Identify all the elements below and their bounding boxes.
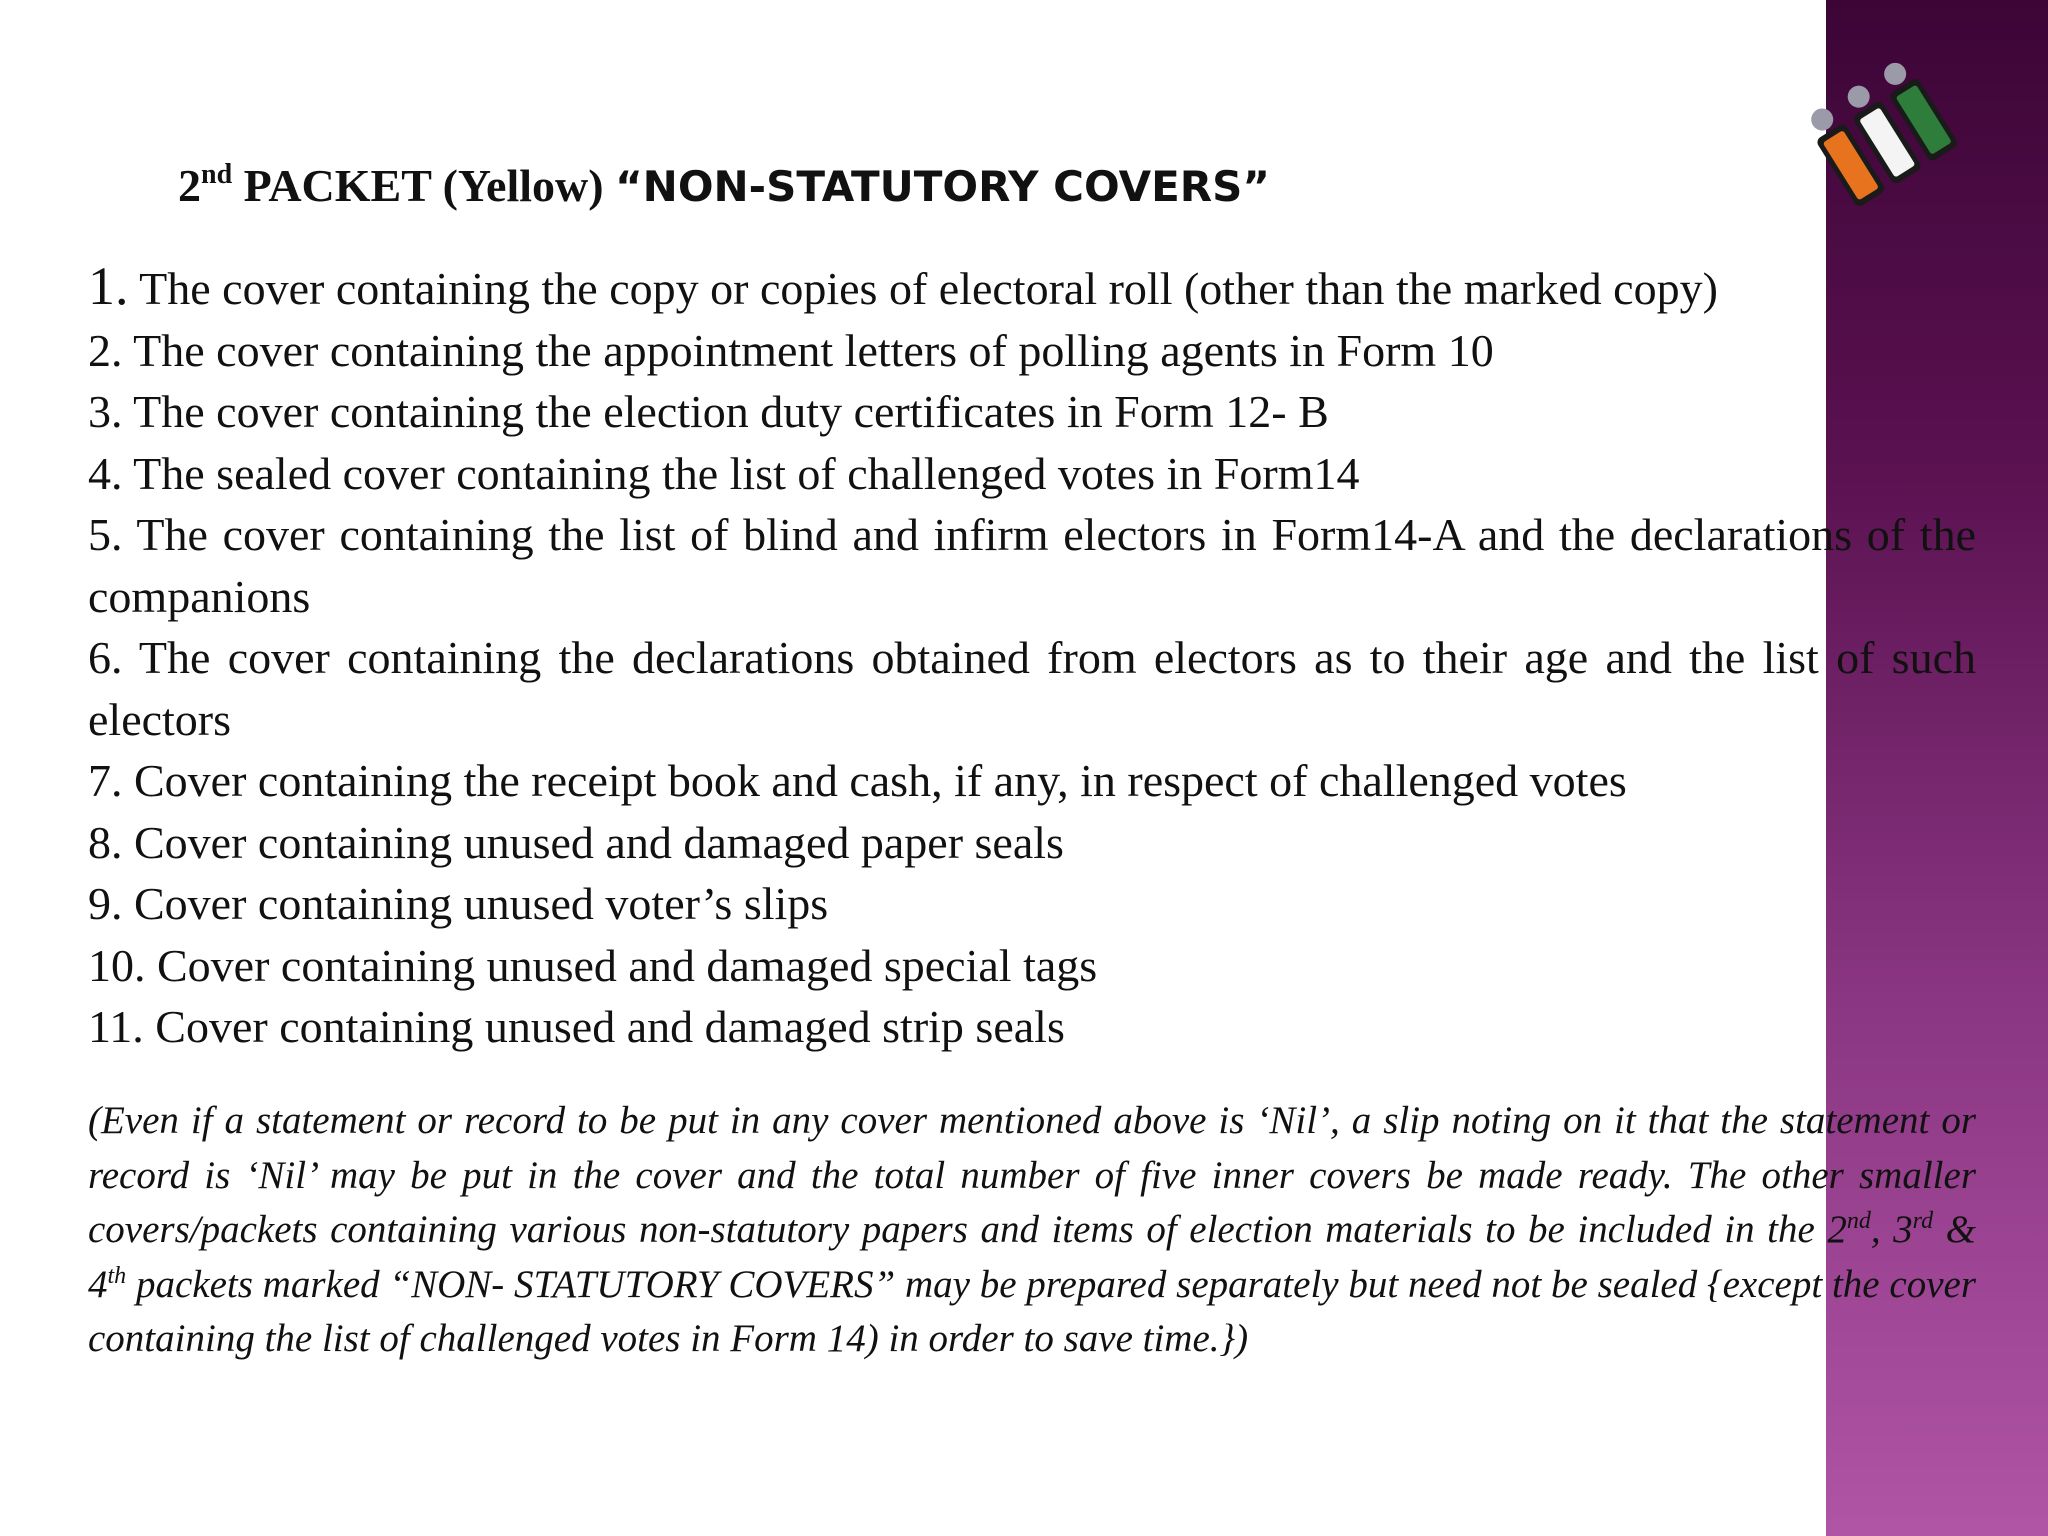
list-item <box>88 381 1976 443</box>
item-number: 5. <box>88 509 123 560</box>
item-text: Cover containing unused and damaged paper seals <box>122 816 1064 868</box>
list-item <box>88 320 1976 382</box>
list-item <box>88 750 1976 812</box>
item-text: The cover containing the declarations obtained from electors as to their age and the list of such electors <box>88 632 1976 745</box>
item-number: 3. <box>88 386 123 437</box>
item-number: 7. <box>88 755 123 806</box>
title-ordinal: nd <box>201 159 233 190</box>
item-text: Cover containing the receipt book and cash, if any, in respect of challenged votes <box>122 755 1627 806</box>
list-item <box>88 935 1976 997</box>
item-text: Cover containing unused and damaged special tags <box>145 939 1098 991</box>
item-number: 10. <box>88 939 146 991</box>
item-number: 8. <box>88 816 123 868</box>
item-text: The cover containing the copy or copies of electoral roll (other than the marked copy) <box>128 263 1718 314</box>
item-text: Cover containing unused and damaged strip seals <box>143 1001 1065 1052</box>
list-item <box>88 996 1976 1058</box>
item-text: The sealed cover containing the list of challenged votes in Form14 <box>122 447 1360 499</box>
item-number: 6. <box>88 632 123 683</box>
list-item <box>88 812 1976 874</box>
title-number: 2 <box>178 160 201 211</box>
list-item <box>88 873 1976 935</box>
item-number: 11. <box>88 1001 144 1052</box>
note-text: & 4 <box>88 1208 1976 1306</box>
item-text: The cover containing the election duty certificates in Form 12- B <box>122 386 1329 437</box>
list-item <box>88 256 1976 320</box>
item-number: 1. <box>88 256 129 316</box>
item-text: The cover containing the appointment letters of polling agents in Form 10 <box>122 324 1494 376</box>
list-item <box>88 443 1976 505</box>
note-ordinal: nd <box>1846 1208 1871 1234</box>
slide-title <box>178 158 1270 215</box>
item-number: 4. <box>88 447 123 499</box>
note-text: , 3 <box>1870 1208 1913 1251</box>
note-text: (Even if a statement or record to be put in any cover mentioned above is ‘Nil’, a slip noting on it that the statement or record is ‘Nil’ may be put in the cover and the total number of five inner covers be made ready. The other smaller covers/packets containing various non-statutory papers and items of election materials to be included in the 2 <box>88 1099 1976 1251</box>
item-number: 2. <box>88 324 123 376</box>
item-text: The cover containing the list of blind and infirm electors in Form14-A and the declarations of the companions <box>88 509 1976 622</box>
note-ordinal: th <box>107 1262 127 1289</box>
note-ordinal: rd <box>1912 1208 1934 1234</box>
election-commission-logo-icon <box>1782 44 1982 224</box>
list-item <box>88 627 1976 750</box>
list-item <box>88 504 1976 627</box>
item-number: 9. <box>88 878 123 929</box>
title-main: PACKET (Yellow) <box>232 160 616 211</box>
title-quoted: “NON-STATUTORY COVERS” <box>615 162 1270 211</box>
italic-note <box>88 1094 1976 1367</box>
item-text: Cover containing unused voter’s slips <box>122 878 829 929</box>
note-text: packets marked “NON- STATUTORY COVERS” may be prepared separately but need not be sealed {except the cover containing the list of challenged votes in Form 14) in order to save time.}) <box>88 1262 1976 1360</box>
covers-list <box>88 256 1976 1058</box>
